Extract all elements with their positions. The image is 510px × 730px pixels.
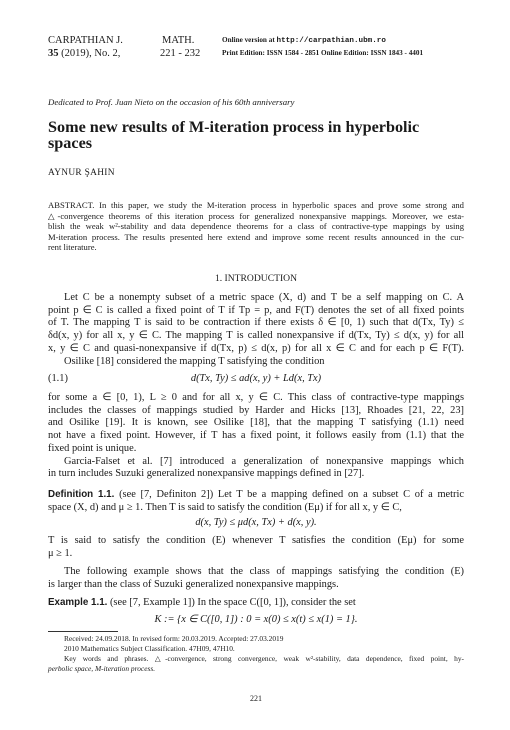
journal-subject: MATH.: [162, 35, 195, 46]
online-version: [222, 34, 386, 48]
online-url[interactable]: http://carpathian.ubm.ro: [276, 37, 386, 45]
issn-line: Print Edition: ISSN 1584 - 2851 Online Edition: ISSN 1843 - 4401: [222, 49, 424, 57]
following-paragraph: [48, 566, 464, 591]
intro2-line-3: and Osilike [19]. It is known, see Osilike [18], that the mapping T satisfying (1.1) need: [48, 417, 464, 429]
paper-title-line1: Some new results of M-iteration process in hyperbolic: [48, 118, 420, 136]
definition-line-4: μ ≥ 1.: [48, 547, 73, 559]
example-equation: K := {x ∈ C([0, 1]) : 0 = x(0) ≤ x(t) ≤ x(1) = 1}.: [154, 614, 358, 625]
page-number: 221: [250, 694, 262, 703]
abstract-label: ABSTRACT.: [48, 200, 95, 210]
equation-1-1: d(Tx, Ty) ≤ ad(x, y) + Ld(x, Tx): [190, 373, 322, 384]
abstract-line-1: In this paper, we study the M-iteration process in hyperbolic spaces and prove some strong and: [99, 200, 464, 210]
example-line-1: (see [7, Example 1]) In the space C([0, 1]), consider the set: [107, 597, 356, 608]
example-block: [48, 597, 464, 610]
intro2-line-4: not have a fixed point. However, if T has a fixed point, it follows easily from (1.1) that the: [48, 430, 464, 442]
definition-block: [48, 489, 464, 514]
intro2-line-2: includes the classes of mappings studied by Harder and Hicks [13], Rhoades [21, 22, 23]: [48, 404, 464, 416]
journal-name: CARPATHIAN J.: [48, 35, 123, 46]
page-range: 221 - 232: [160, 48, 201, 59]
online-prefix: Online version at: [222, 36, 277, 44]
example-label: Example 1.1.: [48, 597, 108, 608]
intro-line-5: x, y ∈ C and quasi-nonexpansive if d(Tx, p) ≤ d(x, p) for all x ∈ C and for each p ∈ F(T).: [48, 342, 464, 354]
section-title: 1. INTRODUCTION: [214, 273, 298, 284]
volume-rest: (2019), No. 2,: [58, 48, 121, 59]
definition-label: Definition 1.1.: [48, 489, 115, 500]
journal-volume: [48, 47, 120, 60]
paper-title-line2: spaces: [48, 134, 93, 152]
footnote-received: Received: 24.09.2018. In revised form: 20.03.2019. Accepted: 27.03.2019: [64, 634, 284, 643]
equation-label: (1.1): [48, 373, 68, 384]
definition-line-2: space (X, d) and μ ≥ 1. Then T is said to satisfy the condition (Eμ) if for all x, y ∈ C,: [48, 501, 402, 513]
intro2-line-7: in turn includes Suzuki generalized nonexpansive mappings defined in [27].: [48, 468, 365, 480]
abstract-line-3: blish the weak w²-stability and data dependence theorems for a class of contractive-type mappings by using: [48, 221, 464, 232]
volume-number: 35: [48, 48, 59, 59]
intro-paragraph: [48, 292, 464, 368]
definition-line-3: T is said to satisfy the condition (E) whenever T satisfies the condition (Eμ) for some: [48, 535, 464, 546]
footnote-keywords-2: perbolic space, M-iteration process.: [48, 664, 156, 673]
definition-equation: d(x, Ty) ≤ μd(x, Tx) + d(x, y).: [195, 517, 317, 528]
intro-line-6: Osilike [18] considered the mapping T satisfying the condition: [64, 355, 325, 367]
intro-line-4: δd(x, y) for all x, y ∈ C. The mapping T is called nonexpansive if d(Tx, Ty) ≤ d(x, y) for all: [48, 330, 464, 342]
footnote-keywords-1: Key words and phrases. △-convergence, strong convergence, weak w²-stability, data dependence, fixed point, hy-: [64, 654, 464, 663]
following-line-2: is larger than the class of Suzuki generalized nonexpansive mappings.: [48, 578, 339, 590]
dedication: Dedicated to Prof. Juan Nieto on the occasion of his 60th anniversary: [48, 97, 295, 107]
author: AYNUR ŞAHIN: [48, 168, 115, 178]
intro-line-2: point p ∈ C is called a fixed point of T if Tp = p, and F(T) denotes the set of all fixed points: [48, 304, 464, 316]
abstract: [48, 200, 464, 253]
intro-line-3: of T. The mapping T is said to be contraction if there exists δ ∈ [0, 1) such that d(Tx, Ty) ≤: [48, 317, 464, 329]
following-line-1: The following example shows that the class of mappings satisfying the condition (E): [64, 566, 464, 577]
intro-paragraph-2: [48, 392, 464, 481]
definition-line-1: (see [7, Definiton 2]) Let T be a mapping defined on a subset C of a metric: [114, 489, 464, 500]
abstract-line-4: M-iteration process. The results presented here extend and improve some recent results announced in the cur-: [48, 231, 464, 242]
intro-line-1: Let C be a nonempty subset of a metric space (X, d) and T be a self mapping on C. A: [64, 292, 464, 303]
footnotes: [48, 634, 464, 674]
intro2-line-1: for some a ∈ [0, 1), L ≥ 0 and for all x, y ∈ C. This class of contractive-type mappings: [48, 392, 464, 403]
intro2-line-6: Garcia-Falset et al. [7] introduced a generalization of nonexpansive mappings which: [64, 455, 464, 467]
footnote-msc: 2010 Mathematics Subject Classification. 47H09, 47H10.: [64, 644, 235, 653]
definition-block-2: [48, 535, 464, 560]
abstract-line-5: rent literature.: [48, 242, 97, 253]
footnote-rule: [48, 631, 118, 632]
intro2-line-5: fixed point is unique.: [48, 442, 137, 454]
abstract-line-2: △-convergence theorems of this iteration process for generalized nonexpansive mappings. Moreover, we esta-: [48, 210, 464, 221]
